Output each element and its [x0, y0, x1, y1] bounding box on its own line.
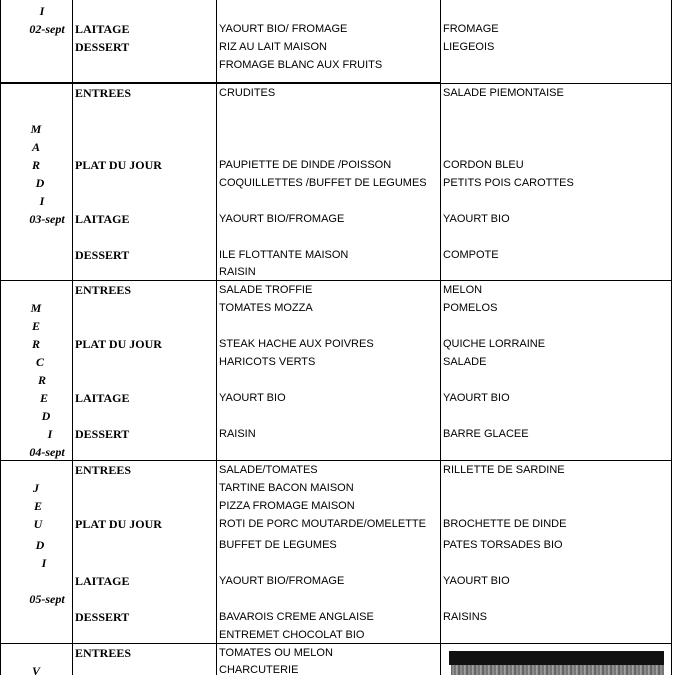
menu-item: SALADE/TOMATES: [219, 464, 318, 476]
menu-item: SALADE TROFFIE: [219, 284, 313, 296]
category-label: ENTREES: [75, 86, 132, 100]
day-letter: D: [35, 538, 45, 552]
category-label: PLAT DU JOUR: [75, 158, 162, 172]
day-letter: V: [31, 664, 40, 678]
menu-item: MELON: [443, 284, 483, 296]
menu-item: SALADE: [443, 356, 487, 368]
day-letter: I: [39, 194, 45, 208]
menu-item: POMELOS: [443, 302, 498, 314]
category-label: LAITAGE: [75, 212, 130, 226]
menu-item: YAOURT BIO: [443, 392, 510, 404]
menu-item: RIZ AU LAIT MAISON: [219, 41, 327, 53]
category-label: ENTREES: [75, 646, 132, 660]
day-date: 03-sept: [29, 212, 65, 226]
day-letter: E: [31, 319, 40, 333]
day-date: 04-sept: [29, 445, 65, 459]
day-letter: I: [47, 427, 53, 441]
menu-item: ILE FLOTTANTE MAISON: [219, 249, 349, 261]
menu-item: YAOURT BIO/ FROMAGE: [219, 23, 348, 35]
menu-item: FROMAGE: [443, 23, 499, 35]
menu-item: YAOURT BIO/FROMAGE: [219, 575, 345, 587]
day-letter: I: [41, 556, 47, 570]
day-letter: R: [31, 158, 40, 172]
table-border-left: [0, 0, 1, 675]
menu-item: CHARCUTERIE: [219, 664, 299, 676]
menu-item: SALADE PIEMONTAISE: [443, 87, 564, 99]
menu-item: PATES TORSADES BIO: [443, 539, 563, 551]
category-label: LAITAGE: [75, 574, 130, 588]
day-letter: M: [30, 122, 42, 136]
day-letter: R: [31, 337, 40, 351]
menu-item: YAOURT BIO/FROMAGE: [219, 213, 345, 225]
day-letter: D: [35, 176, 45, 190]
menu-item: RAISIN: [219, 428, 256, 440]
category-label: DESSERT: [75, 610, 130, 624]
day-letter: I: [39, 4, 45, 18]
column-divider-menu: [440, 0, 441, 675]
day-date: 02-sept: [29, 22, 65, 36]
menu-item: YAOURT BIO: [443, 575, 510, 587]
menu-item: RILLETTE DE SARDINE: [443, 464, 565, 476]
menu-item: BARRE GLACEE: [443, 428, 529, 440]
menu-item: QUICHE LORRAINE: [443, 338, 546, 350]
day-letter: J: [33, 481, 39, 495]
category-label: PLAT DU JOUR: [75, 337, 162, 351]
menu-item: COMPOTE: [443, 249, 499, 261]
menu-item: YAOURT BIO: [443, 213, 510, 225]
day-date: 05-sept: [29, 592, 65, 606]
menu-item: TOMATES MOZZA: [219, 302, 313, 314]
menu-item: TARTINE BACON MAISON: [219, 482, 354, 494]
category-label: ENTREES: [75, 463, 132, 477]
day-letter: C: [35, 355, 44, 369]
category-label: PLAT DU JOUR: [75, 517, 162, 531]
menu-item: PETITS POIS CAROTTES: [443, 177, 574, 189]
menu-item: RAISINS: [443, 611, 488, 623]
table-border-right: [671, 0, 672, 675]
menu-item: ROTI DE PORC MOUTARDE/OMELETTE: [219, 518, 426, 530]
category-label: DESSERT: [75, 40, 130, 54]
day-letter: M: [30, 301, 42, 315]
menu-item: FROMAGE BLANC AUX FRUITS: [219, 59, 383, 71]
menu-item: BAVAROIS CREME ANGLAISE: [219, 611, 374, 623]
image-photo: [451, 665, 664, 675]
day-letter: E: [39, 391, 48, 405]
menu-item: TOMATES OU MELON: [219, 647, 333, 659]
column-divider-category: [216, 0, 217, 675]
column-divider-day: [72, 0, 73, 675]
menu-item: PAUPIETTE DE DINDE /POISSON: [219, 159, 392, 171]
category-label: LAITAGE: [75, 391, 130, 405]
menu-item: STEAK HACHE AUX POIVRES: [219, 338, 374, 350]
category-label: ENTREES: [75, 283, 132, 297]
day-letter: E: [33, 499, 42, 513]
image-banner: [449, 651, 664, 665]
menu-item: LIEGEOIS: [443, 41, 495, 53]
menu-item: ENTREMET CHOCOLAT BIO: [219, 629, 365, 641]
category-label: LAITAGE: [75, 22, 130, 36]
menu-item: BROCHETTE DE DINDE: [443, 518, 567, 530]
menu-item: BUFFET DE LEGUMES: [219, 539, 337, 551]
menu-item: PIZZA FROMAGE MAISON: [219, 500, 355, 512]
menu-item: YAOURT BIO: [219, 392, 286, 404]
menu-item: COQUILLETTES /BUFFET DE LEGUMES: [219, 177, 427, 189]
category-label: DESSERT: [75, 427, 130, 441]
category-label: DESSERT: [75, 248, 130, 262]
day-letter: A: [31, 140, 40, 154]
day-letter: D: [41, 409, 51, 423]
menu-item: CORDON BLEU: [443, 159, 524, 171]
day-letter: R: [37, 373, 46, 387]
day-letter: U: [33, 517, 43, 531]
menu-item: HARICOTS VERTS: [219, 356, 316, 368]
menu-item: CRUDITES: [219, 87, 276, 99]
menu-item: RAISIN: [219, 266, 256, 278]
